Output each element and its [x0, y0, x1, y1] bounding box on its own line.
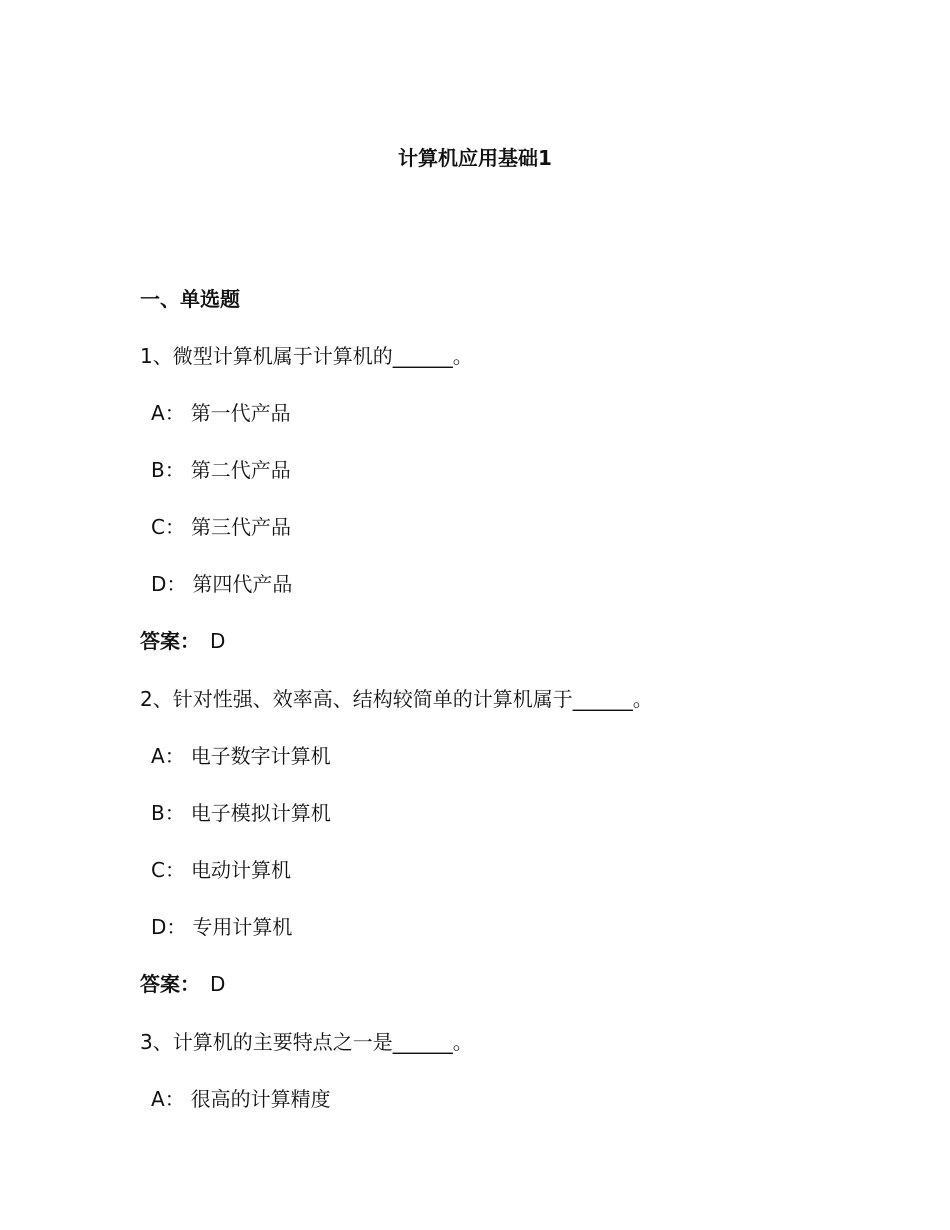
answer-separator: ：: [180, 972, 200, 996]
answer-value: D: [210, 629, 226, 653]
option-key: B: [151, 458, 165, 482]
answer-label: 答案: [140, 629, 180, 653]
option-key: D: [151, 915, 167, 939]
answer-label: 答案: [140, 972, 180, 996]
option-key: C: [151, 858, 165, 882]
option-separator: ：: [164, 744, 185, 768]
question-1-option-c: [151, 513, 291, 541]
question-2-option-b: [151, 799, 331, 827]
question-1-option-b: [151, 456, 291, 484]
question-1-option-d: [151, 570, 292, 598]
question-3-stem: 3、计算机的主要特点之一是______。: [140, 1030, 473, 1054]
option-text: 电子模拟计算机: [190, 801, 331, 825]
option-text: 第四代产品: [192, 572, 293, 596]
option-text: 电动计算机: [190, 858, 291, 882]
section-heading: 一、单选题: [140, 287, 240, 311]
option-separator: ：: [164, 401, 185, 425]
option-separator: ：: [164, 801, 185, 825]
option-key: C: [151, 515, 165, 539]
option-separator: ：: [166, 915, 187, 939]
question-1-stem: 1、微型计算机属于计算机的______。: [140, 344, 473, 368]
option-separator: ：: [164, 458, 185, 482]
option-key: A: [151, 1087, 165, 1111]
option-text: 第三代产品: [190, 515, 291, 539]
answer-value: D: [210, 972, 226, 996]
document-title: 计算机应用基础1: [398, 146, 552, 170]
question-2-option-c: [151, 856, 291, 884]
question-1-answer: [140, 627, 225, 655]
option-text: 很高的计算精度: [190, 1087, 331, 1111]
option-text: 第二代产品: [190, 458, 291, 482]
option-separator: ：: [164, 515, 185, 539]
question-2-option-a: [151, 742, 331, 770]
option-text: 第一代产品: [190, 401, 291, 425]
option-key: B: [151, 801, 165, 825]
option-text: 专用计算机: [192, 915, 293, 939]
question-2-answer: [140, 970, 225, 998]
option-text: 电子数字计算机: [190, 744, 331, 768]
question-3-option-a: [151, 1085, 331, 1113]
question-2-option-d: [151, 913, 292, 941]
option-key: A: [151, 401, 165, 425]
answer-separator: ：: [180, 629, 200, 653]
option-separator: ：: [164, 858, 185, 882]
question-2-stem: 2、针对性强、效率高、结构较简单的计算机属于______。: [140, 687, 653, 711]
question-1-option-a: [151, 399, 291, 427]
option-key: D: [151, 572, 167, 596]
option-key: A: [151, 744, 165, 768]
option-separator: ：: [164, 1087, 185, 1111]
option-separator: ：: [166, 572, 187, 596]
